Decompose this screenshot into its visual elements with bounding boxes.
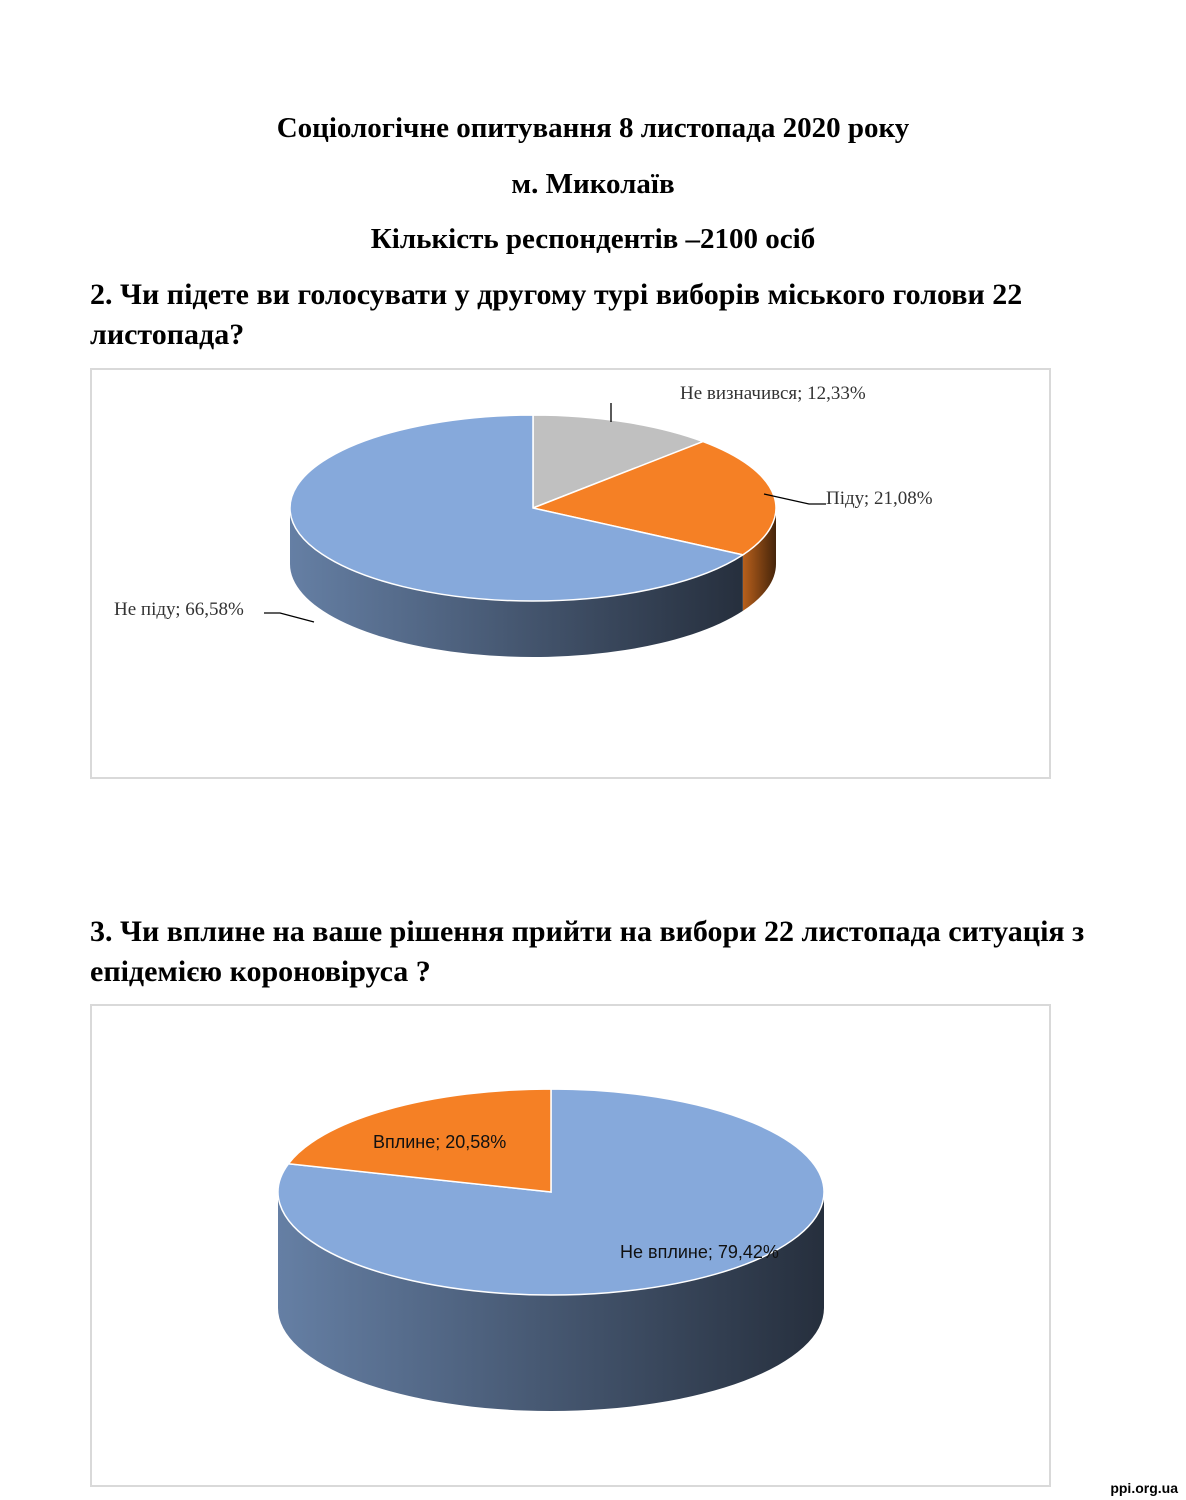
leader-line-q2-2 — [264, 613, 314, 622]
data-label-q3-0: Не вплине; 79,42% — [620, 1242, 779, 1262]
data-label-q3-1: Вплине; 20,58% — [373, 1132, 507, 1152]
survey-title: Соціологічне опитування 8 листопада 2020 року — [276, 112, 910, 144]
data-label-q2-2: Не піду; 66,58% — [114, 599, 244, 620]
question-3-line2: епідемією короновіруса ? — [90, 955, 431, 988]
chart-2 — [92, 1006, 1053, 1489]
chart-1 — [92, 370, 1053, 781]
survey-city: м. Миколаїв — [511, 168, 675, 200]
watermark: ppi.org.ua — [1110, 1480, 1178, 1496]
question-2 — [90, 275, 1120, 355]
chart-1-box — [90, 368, 1051, 779]
question-2-line1: 2. Чи підете ви голосувати у другому турі виборів міського голови 22 — [90, 278, 1023, 311]
question-2-line2: листопада? — [90, 318, 245, 351]
question-3-line1: 3. Чи вплине на ваше рішення прийти на вибори 22 листопада ситуація з — [90, 915, 1085, 948]
question-3 — [90, 912, 1120, 992]
survey-respondents: Кількість респондентів –2100 осіб — [370, 223, 816, 255]
chart-2-box — [90, 1004, 1051, 1487]
data-label-q2-0: Не визначився; 12,33% — [680, 383, 866, 404]
data-label-q2-1: Піду; 21,08% — [826, 488, 933, 509]
